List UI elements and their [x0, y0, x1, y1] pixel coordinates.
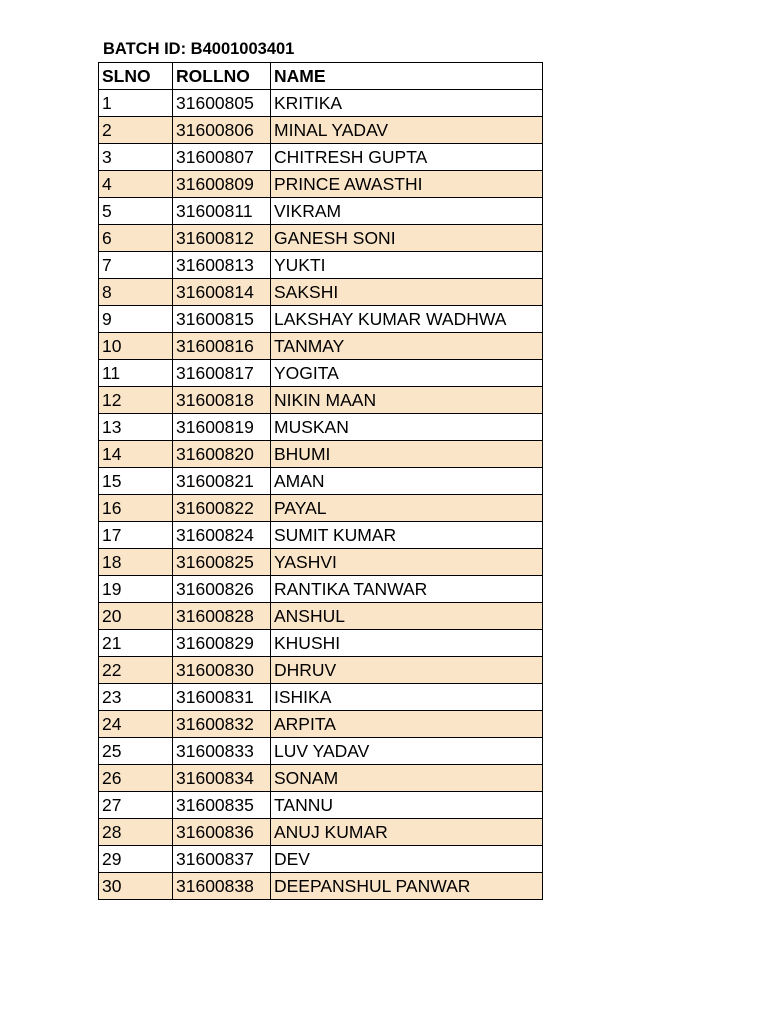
cell-name: LAKSHAY KUMAR WADHWA: [271, 306, 543, 333]
cell-rollno: 31600809: [173, 171, 271, 198]
table-row: [99, 441, 543, 468]
column-header-name: NAME: [271, 63, 543, 90]
table-row: [99, 279, 543, 306]
cell-slno: 10: [99, 333, 173, 360]
table-row: [99, 711, 543, 738]
cell-slno: 21: [99, 630, 173, 657]
cell-name: GANESH SONI: [271, 225, 543, 252]
cell-name: YASHVI: [271, 549, 543, 576]
cell-rollno: 31600826: [173, 576, 271, 603]
cell-rollno: 31600815: [173, 306, 271, 333]
cell-rollno: 31600813: [173, 252, 271, 279]
table-row: [99, 117, 543, 144]
cell-name: DEV: [271, 846, 543, 873]
student-roster-table: [98, 62, 543, 900]
table-row: [99, 414, 543, 441]
cell-name: RANTIKA TANWAR: [271, 576, 543, 603]
cell-name: PAYAL: [271, 495, 543, 522]
cell-slno: 1: [99, 90, 173, 117]
table-row: [99, 522, 543, 549]
cell-slno: 9: [99, 306, 173, 333]
cell-name: ISHIKA: [271, 684, 543, 711]
cell-rollno: 31600817: [173, 360, 271, 387]
cell-rollno: 31600828: [173, 603, 271, 630]
cell-rollno: 31600825: [173, 549, 271, 576]
cell-rollno: 31600816: [173, 333, 271, 360]
cell-name: DEEPANSHUL PANWAR: [271, 873, 543, 900]
table-row: [99, 360, 543, 387]
cell-slno: 16: [99, 495, 173, 522]
cell-rollno: 31600832: [173, 711, 271, 738]
table-row: [99, 252, 543, 279]
cell-rollno: 31600812: [173, 225, 271, 252]
cell-name: ARPITA: [271, 711, 543, 738]
cell-rollno: 31600807: [173, 144, 271, 171]
cell-name: ANSHUL: [271, 603, 543, 630]
table-row: [99, 144, 543, 171]
cell-rollno: 31600806: [173, 117, 271, 144]
cell-name: SONAM: [271, 765, 543, 792]
cell-rollno: 31600835: [173, 792, 271, 819]
table-row: [99, 387, 543, 414]
cell-name: KHUSHI: [271, 630, 543, 657]
cell-slno: 2: [99, 117, 173, 144]
cell-rollno: 31600829: [173, 630, 271, 657]
table-row: [99, 225, 543, 252]
table-header-row: [99, 63, 543, 90]
cell-slno: 23: [99, 684, 173, 711]
cell-rollno: 31600819: [173, 414, 271, 441]
cell-slno: 18: [99, 549, 173, 576]
cell-rollno: 31600811: [173, 198, 271, 225]
table-row: [99, 306, 543, 333]
cell-name: MUSKAN: [271, 414, 543, 441]
cell-slno: 25: [99, 738, 173, 765]
cell-slno: 8: [99, 279, 173, 306]
cell-name: NIKIN MAAN: [271, 387, 543, 414]
cell-slno: 20: [99, 603, 173, 630]
cell-rollno: 31600824: [173, 522, 271, 549]
table-row: [99, 171, 543, 198]
cell-name: ANUJ KUMAR: [271, 819, 543, 846]
cell-slno: 17: [99, 522, 173, 549]
table-row: [99, 603, 543, 630]
cell-name: YUKTI: [271, 252, 543, 279]
cell-slno: 3: [99, 144, 173, 171]
cell-rollno: 31600830: [173, 657, 271, 684]
table-body: [99, 90, 543, 900]
cell-slno: 12: [99, 387, 173, 414]
cell-name: SUMIT KUMAR: [271, 522, 543, 549]
table-row: [99, 792, 543, 819]
table-row: [99, 333, 543, 360]
cell-name: LUV YADAV: [271, 738, 543, 765]
cell-rollno: 31600805: [173, 90, 271, 117]
table-row: [99, 468, 543, 495]
table-row: [99, 495, 543, 522]
table-row: [99, 576, 543, 603]
cell-name: SAKSHI: [271, 279, 543, 306]
cell-rollno: 31600837: [173, 846, 271, 873]
table-row: [99, 765, 543, 792]
cell-slno: 30: [99, 873, 173, 900]
cell-slno: 7: [99, 252, 173, 279]
table-row: [99, 198, 543, 225]
cell-slno: 24: [99, 711, 173, 738]
cell-rollno: 31600814: [173, 279, 271, 306]
table-row: [99, 846, 543, 873]
cell-rollno: 31600821: [173, 468, 271, 495]
column-header-rollno: ROLLNO: [173, 63, 271, 90]
cell-name: BHUMI: [271, 441, 543, 468]
cell-name: TANNU: [271, 792, 543, 819]
table-row: [99, 549, 543, 576]
table-row: [99, 738, 543, 765]
cell-rollno: 31600820: [173, 441, 271, 468]
cell-name: YOGITA: [271, 360, 543, 387]
table-row: [99, 819, 543, 846]
cell-rollno: 31600838: [173, 873, 271, 900]
cell-name: DHRUV: [271, 657, 543, 684]
cell-slno: 15: [99, 468, 173, 495]
cell-name: KRITIKA: [271, 90, 543, 117]
cell-rollno: 31600831: [173, 684, 271, 711]
cell-name: CHITRESH GUPTA: [271, 144, 543, 171]
cell-slno: 28: [99, 819, 173, 846]
cell-name: AMAN: [271, 468, 543, 495]
batch-id-title: BATCH ID: B4001003401: [103, 40, 295, 58]
cell-slno: 6: [99, 225, 173, 252]
cell-slno: 14: [99, 441, 173, 468]
cell-name: TANMAY: [271, 333, 543, 360]
cell-slno: 26: [99, 765, 173, 792]
table-row: [99, 873, 543, 900]
cell-slno: 22: [99, 657, 173, 684]
cell-name: MINAL YADAV: [271, 117, 543, 144]
cell-slno: 13: [99, 414, 173, 441]
cell-slno: 5: [99, 198, 173, 225]
cell-slno: 27: [99, 792, 173, 819]
table-row: [99, 630, 543, 657]
cell-slno: 11: [99, 360, 173, 387]
cell-name: PRINCE AWASTHI: [271, 171, 543, 198]
cell-slno: 29: [99, 846, 173, 873]
table-row: [99, 684, 543, 711]
cell-rollno: 31600834: [173, 765, 271, 792]
column-header-slno: SLNO: [99, 63, 173, 90]
cell-name: VIKRAM: [271, 198, 543, 225]
table-row: [99, 657, 543, 684]
cell-slno: 4: [99, 171, 173, 198]
cell-rollno: 31600836: [173, 819, 271, 846]
cell-rollno: 31600822: [173, 495, 271, 522]
table-row: [99, 90, 543, 117]
cell-rollno: 31600818: [173, 387, 271, 414]
cell-slno: 19: [99, 576, 173, 603]
cell-rollno: 31600833: [173, 738, 271, 765]
